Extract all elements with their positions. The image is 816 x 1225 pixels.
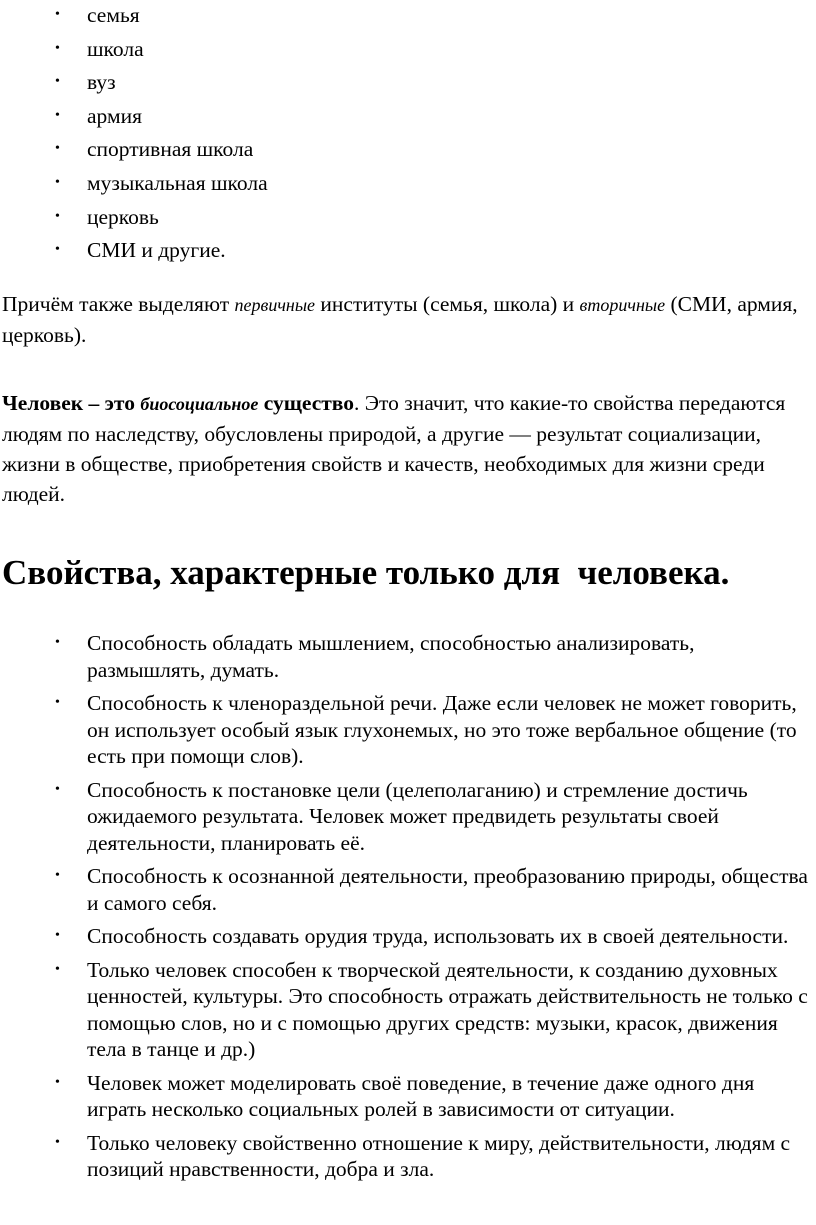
list-item bbox=[0, 923, 816, 950]
biosocial-paragraph bbox=[2, 388, 814, 509]
primary-term: первичные bbox=[234, 295, 316, 315]
bullet-icon: • bbox=[55, 141, 60, 157]
list-item bbox=[0, 777, 816, 857]
list-item bbox=[0, 690, 816, 770]
list-item bbox=[0, 69, 816, 103]
list-item-text: семья bbox=[87, 3, 140, 27]
list-item-text: вуз bbox=[87, 70, 116, 95]
bullet-icon: • bbox=[55, 928, 60, 943]
bullet-icon: • bbox=[55, 208, 60, 224]
bullet-icon: • bbox=[55, 868, 60, 883]
list-item bbox=[0, 630, 816, 683]
primary-secondary-paragraph bbox=[2, 289, 814, 350]
institutions-list bbox=[0, 2, 816, 271]
list-item-text: Только человек способен к творческой деятельности, к созданию духовных ценностей, культуры. Это способность отражать действительность не только с помощью слов, но и с помощью других средств: музыки, красок, движения тела в танце и др.) bbox=[87, 957, 808, 1061]
list-item-text: Способность обладать мышлением, способностью анализировать, размышлять, думать. bbox=[87, 631, 695, 682]
bullet-icon: • bbox=[55, 1074, 60, 1090]
list-item bbox=[0, 36, 816, 70]
list-item bbox=[0, 1130, 816, 1183]
bullet-icon: • bbox=[55, 781, 60, 797]
bullet-icon: • bbox=[55, 961, 60, 977]
list-item bbox=[0, 237, 816, 271]
bullet-icon: • bbox=[55, 1134, 60, 1150]
list-item-text: Способность к постановке цели (целеполаганию) и стремление достичь ожидаемого результата. Человек может предвидеть результаты своей деятельности, планировать её. bbox=[87, 777, 748, 855]
list-item-text: спортивная школа bbox=[87, 137, 254, 162]
list-item-text: Способность к осознанной деятельности, преобразованию природы, общества и самого себя. bbox=[87, 864, 808, 915]
bold-lead: существо bbox=[258, 391, 355, 415]
human-properties-list bbox=[0, 630, 816, 1190]
list-item-text: Только человеку свойственно отношение к миру, действительности, людям с позиций нравственности, добра и зла. bbox=[87, 1130, 791, 1181]
list-item bbox=[0, 957, 816, 1063]
section-heading: Свойства, характерные только для человека. bbox=[2, 553, 730, 592]
para-text: Причём также выделяют bbox=[2, 292, 235, 316]
list-item bbox=[0, 103, 816, 137]
list-item-text: Способность создавать орудия труда, использовать их в своей деятельности. bbox=[87, 924, 789, 948]
secondary-term: вторичные bbox=[579, 295, 666, 315]
list-item bbox=[0, 170, 816, 204]
list-item bbox=[0, 2, 816, 36]
biosocial-term: биосоциальное bbox=[140, 394, 259, 414]
list-item-text: Способность к членораздельной речи. Даже если человек не может говорить, он использует особый язык глухонемых, но это тоже вербальное общение (то есть при помощи слов). bbox=[87, 691, 797, 768]
list-item-text: армия bbox=[87, 103, 142, 128]
list-item-text: Человек может моделировать своё поведение, в течение даже одного дня играть несколько социальных ролей в зависимости от ситуации. bbox=[87, 1070, 755, 1121]
para-text: институты (семья, школа) и bbox=[315, 292, 580, 316]
list-item bbox=[0, 136, 816, 170]
bullet-icon: • bbox=[55, 242, 60, 258]
list-item-text: школа bbox=[87, 36, 144, 61]
bullet-icon: • bbox=[55, 74, 60, 90]
bullet-icon: • bbox=[55, 174, 60, 190]
para-text: (СМИ, армия, церковь). bbox=[2, 292, 798, 347]
list-item-text: музыкальная школа bbox=[87, 170, 268, 195]
bullet-icon: • bbox=[55, 695, 60, 710]
bullet-icon: • bbox=[55, 635, 60, 650]
list-item-text: церковь bbox=[87, 204, 159, 229]
list-item bbox=[0, 863, 816, 916]
bold-lead: Человек – это bbox=[2, 391, 141, 415]
bullet-icon: • bbox=[55, 7, 60, 22]
bullet-icon: • bbox=[55, 107, 60, 123]
list-item bbox=[0, 204, 816, 238]
para-text: . Это значит, что какие-то свойства передаются людям по наследству, обусловлены природой, а другие — результат социализации, жизни в обществе, приобретения свойств и качеств, необходимых для жизни среди людей. bbox=[2, 391, 786, 506]
bullet-icon: • bbox=[55, 40, 60, 56]
list-item bbox=[0, 1070, 816, 1123]
list-item-text: СМИ и другие. bbox=[87, 238, 226, 263]
